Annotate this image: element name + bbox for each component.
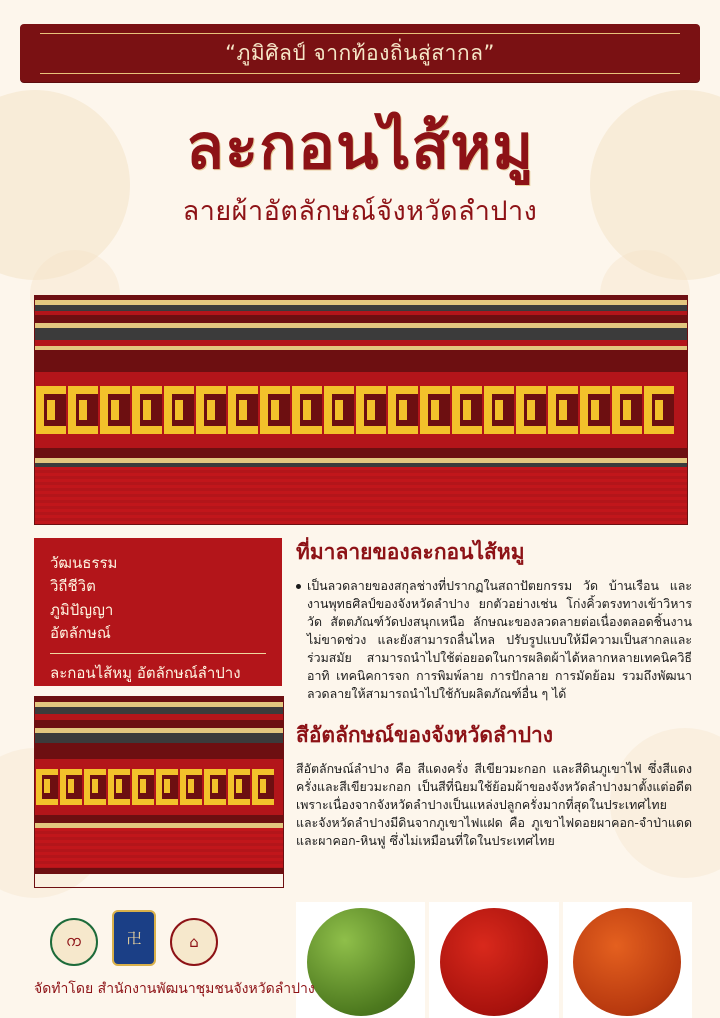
- top-banner: [20, 24, 700, 82]
- photo-circle: [307, 908, 415, 1016]
- section-colors: [296, 719, 692, 850]
- section-heading: ที่มาลายของละกอนไส้หมู: [296, 540, 525, 564]
- hook-motif: [180, 769, 202, 805]
- hook-motif: [292, 386, 322, 434]
- hook-motif: [356, 386, 386, 434]
- hook-motif: [388, 386, 418, 434]
- cdd-seal-icon: [170, 918, 218, 966]
- hook-motif-row: [35, 759, 283, 815]
- hook-motif: [84, 769, 106, 805]
- stripe: [35, 328, 687, 340]
- hook-motif: [132, 386, 162, 434]
- photo-circle: [440, 908, 548, 1016]
- hook-motif: [228, 769, 250, 805]
- hook-motif: [68, 386, 98, 434]
- article-column: [296, 536, 692, 850]
- hook-motif: [196, 386, 226, 434]
- hook-motif: [156, 769, 178, 805]
- hook-motif: [484, 386, 514, 434]
- textile-pattern-band: [34, 295, 688, 525]
- section-heading: สีอัตลักษณ์ของจังหวัดลำปาง: [296, 722, 554, 747]
- hook-motif: [324, 386, 354, 434]
- info-line: อัตลักษณ์: [50, 623, 111, 642]
- info-divider: [50, 653, 266, 654]
- province-seal-glyph: ᨠ: [66, 932, 82, 950]
- stripe: [35, 868, 283, 874]
- stripe: [35, 743, 283, 759]
- section-body: เป็นลวดลายของสกุลช่างที่ปรากฏในสถาปัตยกรรม วัด บ้านเรือน และงานพุทธศิลป์ของจังหวัดลำปาง ยกตัวอย่างเช่น โก่งคิ้วตรงทางเข้าวิหารวัด สัตตภัณฑ์วัดปงสนุกเหนือ ลักษณะของลวดลายต่อเนื่องตลอดชิ้นงานไม่ขาดช่วง และยังสามารถลื่นไหล ปรับรูปแบบให้มีความเป็นสากลและร่วมสมัย สามารถนำไปใช้ต่อยอดในการผลิตผ้าได้หลากหลายเทคนิควิธี อาทิ เทคนิคการจก การพิมพ์ลาย การปักลาย การมัดย้อม รวมถึงพัฒนาลวดลายให้สามารถนำไปใช้กับผลิตภัณฑ์อื่น ๆ ได้: [307, 578, 692, 701]
- hook-motif: [548, 386, 578, 434]
- stripe: [35, 448, 687, 458]
- hook-motif: [100, 386, 130, 434]
- photo-circle: [573, 908, 681, 1016]
- textile-pattern-sample: [34, 696, 284, 888]
- info-line: ภูมิปัญญา: [50, 600, 114, 619]
- hook-motif: [36, 769, 58, 805]
- title-block: [0, 110, 720, 232]
- hook-motif: [60, 769, 82, 805]
- hook-motif: [36, 386, 66, 434]
- cdd-seal-glyph: ⌂: [189, 933, 199, 951]
- identity-info-box: [34, 538, 282, 686]
- stripe: [35, 707, 283, 714]
- garuda-emblem-glyph: 卍: [126, 929, 142, 948]
- hook-motif: [204, 769, 226, 805]
- info-line: วัฒนธรรม: [50, 554, 118, 572]
- hook-motif: [452, 386, 482, 434]
- bullet-icon: [296, 584, 301, 589]
- hook-motif: [580, 386, 610, 434]
- page-subtitle: ลายผ้าอัตลักษณ์จังหวัดลำปาง: [182, 196, 538, 228]
- credit-text: จัดทำโดย สำนักงานพัฒนาชุมชนจังหวัดลำปาง: [34, 981, 315, 997]
- stripe: [35, 815, 283, 823]
- stripe: [35, 828, 283, 868]
- hook-motif: [108, 769, 130, 805]
- top-banner-text: “ภูมิศิลป์ จากท้องถิ่นสู่สากล”: [225, 40, 495, 65]
- hook-motif: [516, 386, 546, 434]
- hook-motif-row: [35, 372, 687, 448]
- top-banner-inner-frame: [40, 33, 679, 74]
- stripe: [35, 733, 283, 743]
- province-seal-icon: [50, 918, 98, 966]
- logo-row: [50, 910, 218, 966]
- info-line: วิถีชีวิต: [50, 577, 96, 596]
- stripe: [35, 467, 687, 525]
- page-title: ละกอนไส้หมู: [185, 110, 535, 183]
- stripe: [35, 350, 687, 372]
- hook-motif: [612, 386, 642, 434]
- bullet-paragraph: [296, 577, 692, 703]
- stripe: [35, 315, 687, 323]
- hook-motif: [164, 386, 194, 434]
- photo-crimson-powder: [429, 902, 558, 1018]
- info-footer-line: ละกอนไส้หมู อัตลักษณ์ลำปาง: [50, 664, 241, 682]
- photo-lac-seeds: [563, 902, 692, 1018]
- stripe: [35, 720, 283, 728]
- hook-motif: [420, 386, 450, 434]
- hook-motif: [260, 386, 290, 434]
- hook-motif: [644, 386, 674, 434]
- photo-makhwaen: [296, 902, 425, 1018]
- garuda-emblem-icon: [112, 910, 156, 966]
- photo-strip: [296, 902, 692, 1018]
- hook-motif: [132, 769, 154, 805]
- hook-motif: [228, 386, 258, 434]
- section-origin: [296, 536, 692, 703]
- section-body: สีอัตลักษณ์ลำปาง คือ สีแดงครั่ง สีเขียวมะกอก และสีดินภูเขาไฟ ซึ่งสีแดงครั่งและสีเขียวมะกอก เป็นสีที่นิยมใช้ย้อมผ้าของจังหวัดลำปางมาตั้งแต่อดีต เพราะเนื่องจากจังหวัดลำปางเป็นแหล่งปลูกครั่งมากที่สุดในประเทศไทย และจังหวัดลำปางมีดินจากภูเขาไฟแฝด คือ ภูเขาไฟดอยผาคอก-จำป่าแดด และผาคอก-หินฟู ซึ่งไม่เหมือนที่ใดในประเทศไทย: [296, 760, 692, 848]
- hook-motif: [252, 769, 274, 805]
